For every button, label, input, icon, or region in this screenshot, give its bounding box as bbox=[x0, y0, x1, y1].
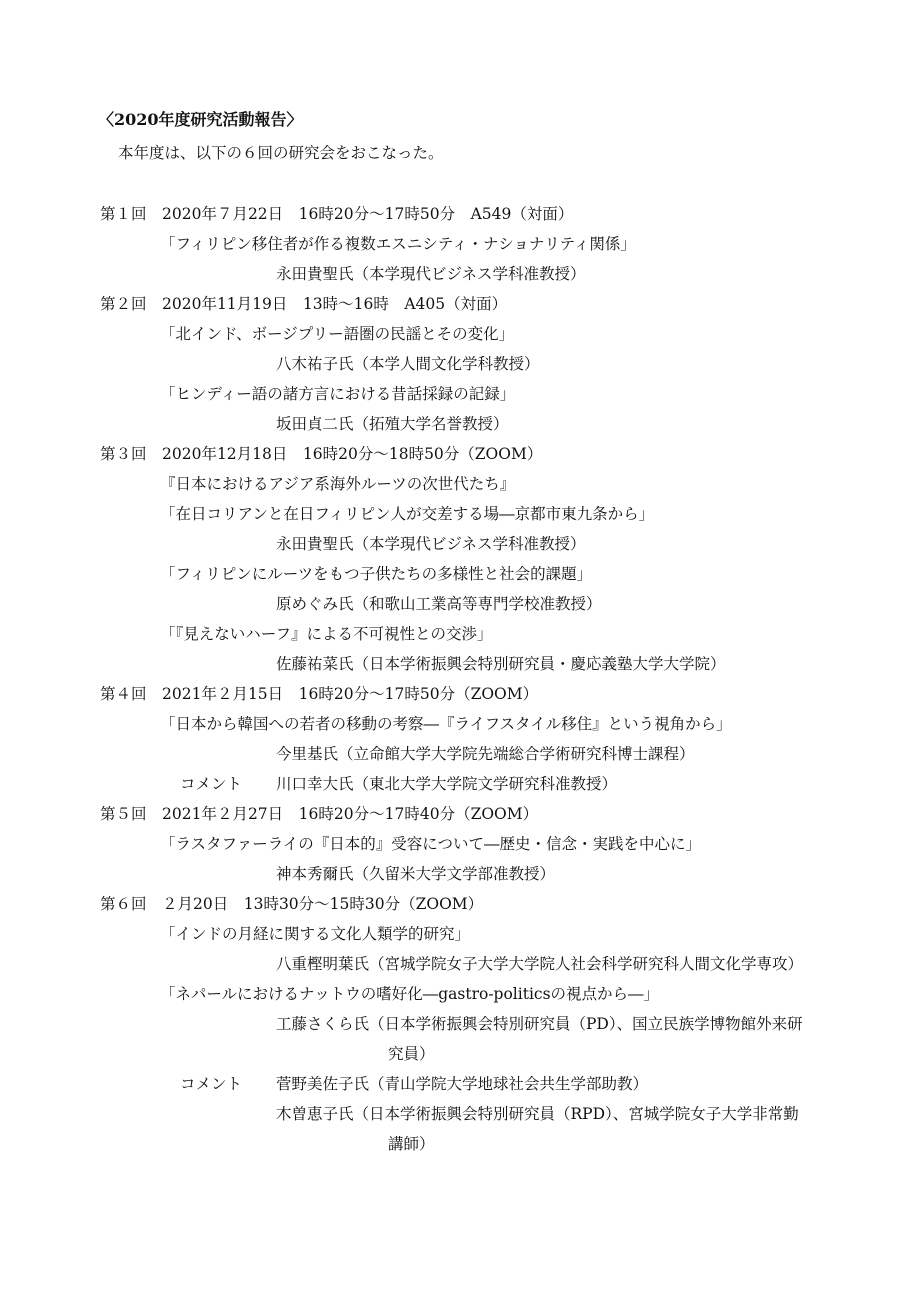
session-1-speaker-1: 永田貴聖氏（本学現代ビジネス学科准教授） bbox=[276, 265, 586, 283]
session-1-header bbox=[100, 204, 573, 224]
session-info: 2021年２月27日 16時20分～17時40分（ZOOM） bbox=[162, 805, 539, 823]
report-title: 〈2020年度研究活動報告〉 bbox=[98, 110, 303, 129]
session-number: 第３回 bbox=[100, 445, 147, 463]
session-3-talk-1: 「在日コリアンと在日フィリピン人が交差する場―京都市東九条から」 bbox=[160, 505, 655, 523]
session-6-commenter-1: 菅野美佐子氏（青山学院大学地球社会共生学部助教） bbox=[276, 1075, 649, 1093]
session-3-speaker-3: 佐藤祐菜氏（日本学術振興会特別研究員・慶応義塾大学大学院） bbox=[276, 655, 726, 673]
session-6-commenter-2-continuation: 講師） bbox=[388, 1135, 435, 1153]
session-4-commenter-1: 川口幸大氏（東北大学大学院文学研究科准教授） bbox=[276, 775, 618, 793]
session-3-theme: 『日本におけるアジア系海外ルーツの次世代たち』 bbox=[160, 475, 516, 493]
session-3-talk-2: 「フィリピンにルーツをもつ子供たちの多様性と社会的課題」 bbox=[160, 565, 593, 583]
session-number: 第１回 bbox=[100, 205, 147, 223]
session-2-speaker-1: 八木祐子氏（本学人間文化学科教授） bbox=[276, 355, 540, 373]
session-info: 2020年12月18日 16時20分～18時50分（ZOOM） bbox=[162, 445, 543, 463]
session-6-header bbox=[100, 894, 483, 914]
session-5-talk-1: 「ラスタファーライの『日本的』受容について―歴史・信念・実践を中心に」 bbox=[160, 835, 701, 853]
session-2-header bbox=[100, 294, 507, 314]
session-6-comment-label: コメント bbox=[180, 1075, 243, 1093]
session-3-speaker-1: 永田貴聖氏（本学現代ビジネス学科准教授） bbox=[276, 535, 586, 553]
session-6-commenter-2: 木曽恵子氏（日本学術振興会特別研究員（RPD）、宮城学院女子大学非常勤 bbox=[276, 1105, 799, 1123]
session-5-speaker-1: 神本秀爾氏（久留米大学文学部准教授） bbox=[276, 865, 556, 883]
session-number: 第２回 bbox=[100, 295, 147, 313]
session-3-speaker-2: 原めぐみ氏（和歌山工業高等専門学校准教授） bbox=[276, 595, 602, 613]
session-2-talk-1: 「北インド、ボージプリー語圏の民謡とその変化」 bbox=[160, 325, 515, 343]
session-2-talk-2: 「ヒンディー語の諸方言における昔話採録の記録」 bbox=[160, 385, 516, 403]
session-2-speaker-2: 坂田貞二氏（拓殖大学名誉教授） bbox=[276, 415, 509, 433]
session-6-talk-1: 「インドの月経に関する文化人類学的研究」 bbox=[160, 925, 471, 943]
session-6-speaker-2: 工藤さくら氏（日本学術振興会特別研究員（PD）、国立民族学博物館外来研 bbox=[276, 1015, 803, 1033]
session-3-header bbox=[100, 444, 542, 464]
session-info: 2021年２月15日 16時20分～17時50分（ZOOM） bbox=[162, 685, 539, 703]
session-number: 第５回 bbox=[100, 805, 147, 823]
session-info: 2020年11月19日 13時～16時 A405（対面） bbox=[162, 295, 508, 313]
session-1-talk-1: 「フィリピン移住者が作る複数エスニシティ・ナショナリティ関係」 bbox=[160, 235, 636, 253]
session-info: ２月20日 13時30分～15時30分（ZOOM） bbox=[162, 895, 484, 913]
report-intro: 本年度は、以下の６回の研究会をおこなった。 bbox=[118, 144, 444, 162]
session-5-header bbox=[100, 804, 538, 824]
session-number: 第６回 bbox=[100, 895, 147, 913]
session-4-comment-label: コメント bbox=[180, 775, 243, 793]
session-3-talk-3: 「『見えないハーフ』による不可視性との交渉」 bbox=[160, 625, 493, 643]
session-4-header bbox=[100, 684, 538, 704]
session-4-talk-1: 「日本から韓国への若者の移動の考察―『ライフスタイル移住』という視角から」 bbox=[160, 715, 732, 733]
session-info: 2020年７月22日 16時20分～17時50分 A549（対面） bbox=[162, 205, 574, 223]
session-6-speaker-2-continuation: 究員） bbox=[388, 1045, 435, 1063]
session-6-speaker-1: 八重樫明葉氏（宮城学院女子大学大学院人社会科学研究科人間文化学専攻） bbox=[276, 955, 804, 973]
session-number: 第４回 bbox=[100, 685, 147, 703]
session-6-talk-2: 「ネパールにおけるナットウの嗜好化―gastro-politicsの視点から―」 bbox=[160, 985, 660, 1003]
session-4-speaker-1: 今里基氏（立命館大学大学院先端総合学術研究科博士課程） bbox=[276, 745, 695, 763]
